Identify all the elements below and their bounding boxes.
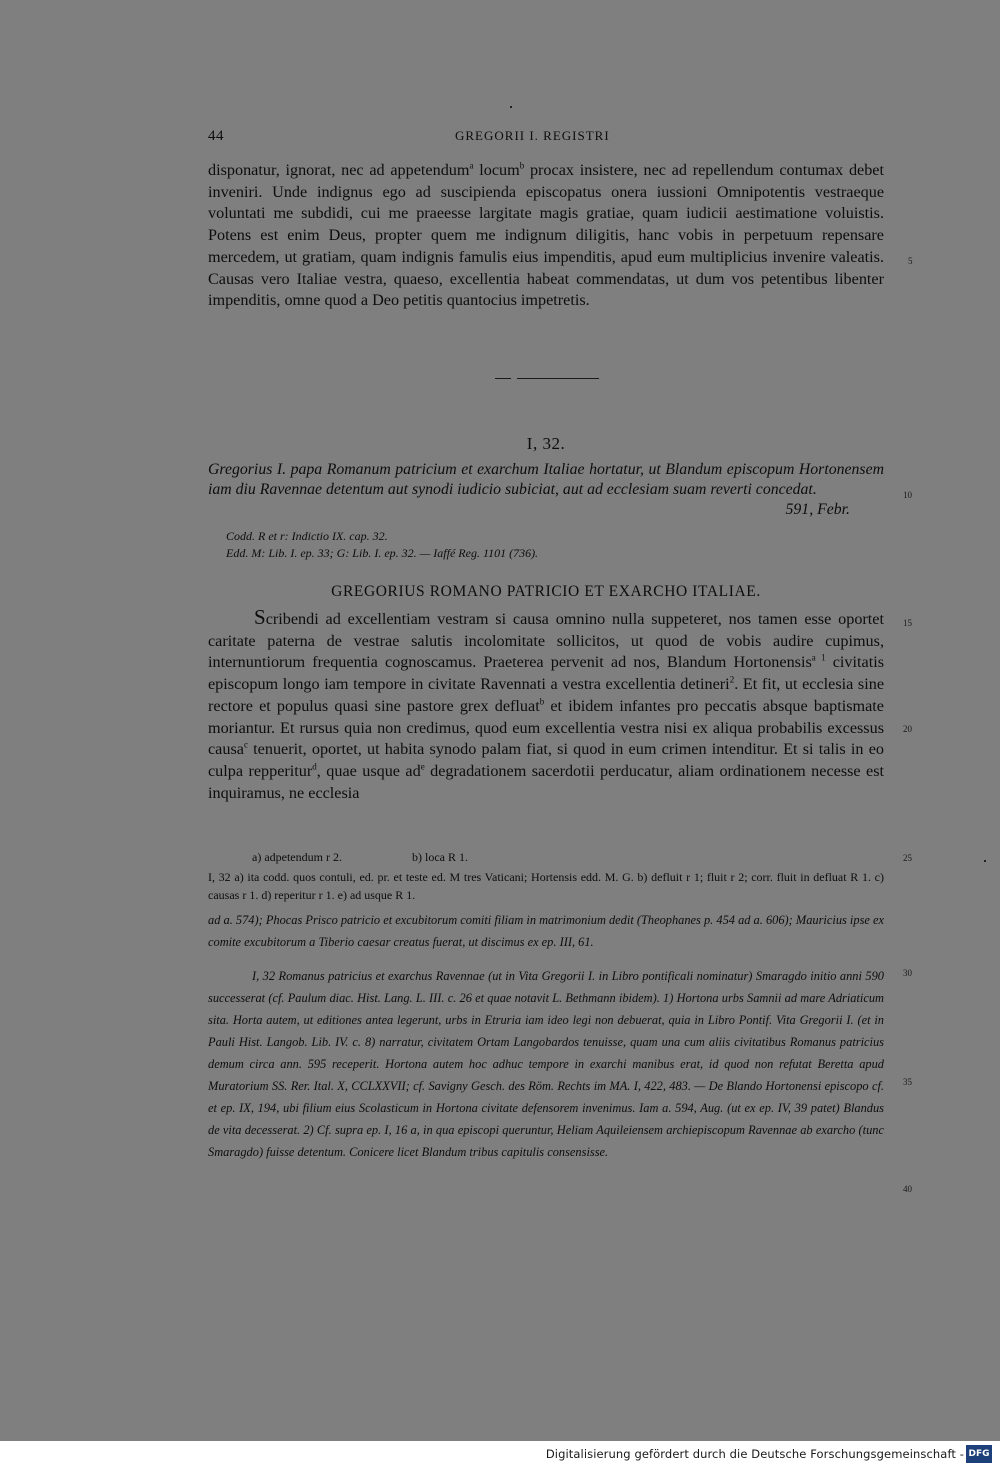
line-number: 15 xyxy=(903,618,912,628)
footnote-marker: c xyxy=(243,739,248,750)
body-text-segment: disponatur, ignorat, nec ad appetendum xyxy=(208,161,470,179)
footnote-marker: 2 xyxy=(729,674,735,685)
footnote-marker: b xyxy=(519,160,525,171)
body-text-segment: civitatis episcopum longo iam tempore in civitate Ravennati a vestra excellentia detineri xyxy=(208,653,885,694)
apparatus-block: I, 32 a) ita codd. quos contuli, ed. pr. et teste ed. M tres Vaticani; Hortensis edd. M. G. b) defluit r 1; fluit r 2; corr. fluit in defluat R 1. c) causas r 1. d) reperitur r 1. e) ad usque R 1. xyxy=(208,870,884,902)
speck xyxy=(984,860,986,862)
line-number: 35 xyxy=(903,1077,912,1087)
historical-notes: I, 32 Romanus patricius et exarchus Ravennae (ut in Vita Gregorii I. in Libro pontificali nominatur) Smaragdo initio anni 590 successerat (cf. Paulum diac. Hist. Lang. L. III. c. 26 et quae notavit L. Bethmann ibidem). 1) Hortona urbs Samnii ad mare Adriaticum sita. Horta autem, ut editiones antea legerunt, urbs in Etruria iam ideo legi non debuerat, quia in Libro Pontif. Vita Gregorii I. (et in Pauli Hist. Langob. Lib. IV. c. 8) narratur, civitatem Ortam Langobardos tenuisse, quam una cum aliis civitatibus Romanus patricius demum circa ann. 595 receperit. Hortona autem hoc adhuc tempore in exarchi manibus erat, id quod non refutat Beretta apud Muratorium SS. Rer. Ital. X, CCLXXVII; cf. Savigny Gesch. des Röm. Rechts im MA. I, 422, 483. — De Blando Hortonensi episcopo cf. et ep. IX, 194, ubi filium eius Scolasticum in Hortona civitate defensorem invenimus. Iam a. 594, Aug. (ut ex ep. IV, 39 patet) Blandus de vita decesserat. 2) Cf. supra ep. I, 16 a, in qua episcopi queruntur, Heliam Aquileiensem archiepiscopum Ravennae ab exarcho (tunc Smaragdo) fuisse detentum. Conicere licet Blandum tribus capitulis consensisse. xyxy=(208,969,884,1159)
letter-heading: GREGORIUS ROMANO PATRICIO ET EXARCHO ITALIAE. xyxy=(331,583,761,600)
letter-number: I, 32. xyxy=(526,434,566,453)
line-number: 25 xyxy=(903,853,912,863)
speck xyxy=(510,106,512,108)
line-number: 40 xyxy=(903,1184,912,1194)
line-number: 20 xyxy=(903,724,912,734)
running-title: GREGORII I. REGISTRI xyxy=(455,128,610,143)
footnote-marker: d xyxy=(312,761,317,772)
letter-date: 591, Febr. xyxy=(785,501,850,518)
line-number: 10 xyxy=(903,490,912,500)
codices-line: Codd. R et r: Indictio IX. cap. 32. xyxy=(226,529,388,543)
footnote-marker: a 1 xyxy=(811,653,826,664)
editions-line: Edd. M: Lib. I. ep. 33; G: Lib. I. ep. 32. — Iaffé Reg. 1101 (736). xyxy=(226,546,539,560)
body-text-segment: cribendi ad excellentiam vestram si causa omnino nulla suppeteret, nos tamen esse oportet caritate paterna de vestrae salutis incolomitate sollicitos, ut quod de vobis audire cupimus, internuntiorum frequentia cognoscamus. Praeterea pervenit ad nos, Blandum Hortonensis xyxy=(208,610,884,672)
body-text-segment: tenuerit, oportet, ut habita synodo palam fiat, si quod in eum crimen intenditur. Et si talis in eo culpa repperitur xyxy=(208,740,884,780)
dfg-logo: DFG xyxy=(966,1445,992,1463)
footnote-marker: b xyxy=(539,696,545,707)
footnote-marker: a xyxy=(469,160,474,171)
initial-letter: S xyxy=(254,605,266,629)
apparatus-note-a: a) adpetendum r 2. xyxy=(252,850,342,864)
footnote-marker: e xyxy=(420,761,425,772)
letter-summary xyxy=(208,460,884,518)
section-divider-short xyxy=(495,378,511,379)
body-text-segment: procax insistere, nec ad repellendum contumax debet inveniri. Unde indignus ego ad suscipienda episcopatus onera iussioni Omnipotentis vestraeque voluntati me subdidi, cui me praeesse largitate magis gratiae, quam iudicii aestimatione voluistis. Potens est enim Deus, propter quem me indignum diligitis, hanc vobis in perpetuum repensare mercedem, ut gratiam, quam indignis famulis eius impenditis, apud eum multiplicius invenire valeatis. Causas vero Italiae vestra, quaeso, excellentia habeat commendatas, ut dum vos petentibus libenter impenditis, omne quod a Deo petitis quantocius impetretis. xyxy=(208,161,884,310)
body-text-segment: locum xyxy=(473,161,520,179)
historical-note-continued: ad a. 574); Phocas Prisco patricio et excubitorum comiti filiam in matrimonium dedit (Theophanes p. 454 ad a. 606); Mauricius ipse ex comite excubitorum a Tiberio caesar creatus fuerat, ut discimus ex ep. III, 61. xyxy=(208,913,884,949)
line-number: 30 xyxy=(903,968,912,978)
body-text-segment: et ibidem infantes pro peccatis absque baptismate moriantur. Et rursus quia non credimus, quod eum excellentia vestra nisi ex aliqua probabilis excessus causa xyxy=(208,696,884,759)
body-text-segment: . Et fit, ut ecclesia sine rectore et populus quasi sine pastore grex defluat xyxy=(208,675,884,715)
body-paragraph-top xyxy=(208,160,884,312)
apparatus-note-b: b) loca R 1. xyxy=(412,850,468,864)
body-text-segment: degradationem sacerdotii perducatur, aliam ordinationem necesse est inquiramus, ne ecclesia xyxy=(208,761,885,802)
footer-bar xyxy=(0,1441,1000,1469)
letter-body xyxy=(208,607,884,804)
page-number: 44 xyxy=(208,128,224,144)
funding-notice: Digitalisierung gefördert durch die Deutsche Forschungsgemeinschaft - xyxy=(545,1447,964,1461)
line-number: 5 xyxy=(908,256,913,266)
section-divider-long xyxy=(517,378,599,379)
summary-text: Gregorius I. papa Romanum patricium et exarchum Italiae hortatur, ut Blandum episcopum Hortonensem iam diu Ravennae detentum aut synodi iudicio subiciat, aut ad ecclesiam suam reverti concedat. xyxy=(208,461,884,498)
body-text-segment: , quae usque ad xyxy=(316,761,421,780)
